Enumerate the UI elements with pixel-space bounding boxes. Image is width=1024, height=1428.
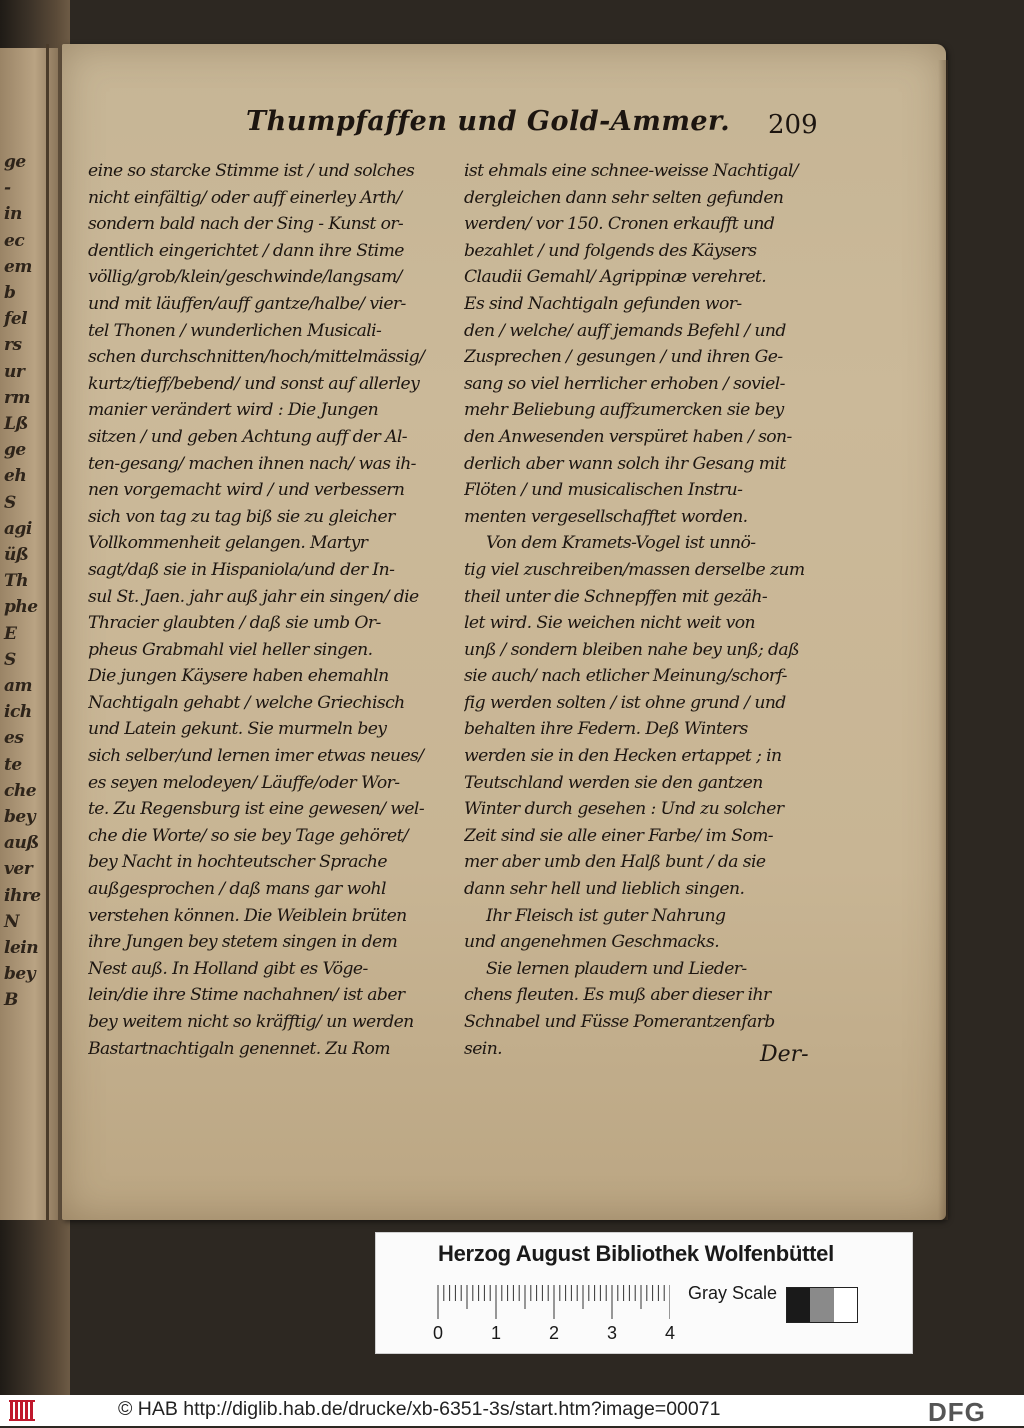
text-line: Von dem Kramets-Vogel ist unnö- bbox=[486, 533, 756, 554]
text-line: außgesprochen / daß mans gar wohl bbox=[88, 879, 386, 900]
left-page-fragment: ver bbox=[4, 859, 33, 880]
text-line: sul St. Jaen. jahr auß jahr ein singen/ die bbox=[88, 586, 419, 607]
text-line: bey weitem nicht so kräfftig/ un werden bbox=[88, 1012, 414, 1032]
text-line: Schnabel und Füsse Pomerantzenfarb bbox=[464, 1012, 775, 1032]
text-line: Vollkommenheit gelangen. Martyr bbox=[88, 533, 368, 554]
gutter-line bbox=[46, 44, 49, 1220]
left-page-fragment: em bbox=[4, 256, 32, 277]
ruler-label-2: 2 bbox=[548, 1323, 559, 1343]
left-page-fragment: ur bbox=[4, 361, 25, 382]
text-line: tel Thonen / wunderlichen Musicali- bbox=[88, 320, 382, 341]
text-line: ten-gesang/ machen ihnen nach/ was ih- bbox=[88, 453, 416, 474]
left-page-fragment: ge bbox=[4, 440, 26, 461]
text-line: kurtz/tieff/bebend/ und sonst auf allerley bbox=[88, 373, 420, 394]
text-line: derlich aber wann solch ihr Gesang mit bbox=[464, 453, 786, 474]
ruler-label-3: 3 bbox=[606, 1323, 617, 1343]
text-line: Zeit sind sie alle einer Farbe/ im Som- bbox=[464, 825, 773, 846]
text-line: Nachtigaln gehabt / welche Griechisch bbox=[88, 692, 405, 713]
text-line: den Anwesenden verspüret haben / son- bbox=[464, 426, 792, 447]
text-line: Zusprechen / gesungen / und ihren Ge- bbox=[464, 347, 783, 368]
footer-bar bbox=[0, 1395, 1024, 1426]
text-line: Bastartnachtigaln genennet. Zu Rom bbox=[88, 1038, 390, 1059]
left-page-fragment: Lß bbox=[4, 414, 28, 434]
left-page-fragment: che bbox=[4, 780, 37, 801]
left-page-fragment: rm bbox=[4, 387, 30, 408]
text-column-right bbox=[464, 158, 814, 1062]
hab-logo-icon bbox=[8, 1399, 38, 1422]
left-page-fragment: ec bbox=[4, 230, 25, 251]
page-number: 209 bbox=[768, 110, 818, 140]
text-line: sang so viel herrlicher erhoben / soviel- bbox=[464, 373, 785, 394]
cm-ruler bbox=[436, 1285, 670, 1323]
page-edge-shadow bbox=[938, 60, 948, 1220]
ruler-label-0: 0 bbox=[432, 1323, 443, 1343]
text-line: sagt/daß sie in Hispaniola/und der In- bbox=[88, 559, 395, 580]
text-line: Thracier glaubten / daß sie umb Or- bbox=[88, 613, 381, 634]
text-line: let wird. Sie weichen nicht weit von bbox=[464, 613, 755, 634]
left-page-fragment: - bbox=[4, 178, 11, 199]
left-page-fragment: te bbox=[4, 754, 22, 775]
left-page-fragment: es bbox=[4, 728, 24, 749]
left-page-fragment: bey bbox=[4, 807, 36, 827]
left-page-fragment: S bbox=[4, 649, 16, 670]
left-page-fragment: b bbox=[4, 283, 16, 303]
bleed-through-right bbox=[632, 112, 752, 142]
left-page-edge bbox=[0, 48, 58, 1220]
left-page-fragment: üß bbox=[4, 545, 29, 565]
text-line: theil unter die Schnepffen mit gezäh- bbox=[464, 586, 768, 607]
text-line: werden sie in den Hecken ertappet ; in bbox=[464, 746, 782, 767]
text-line: sie auch/ nach etlicher Meinung/schorf- bbox=[464, 666, 787, 687]
left-page-fragment: N bbox=[4, 911, 20, 932]
gray-swatch bbox=[834, 1288, 857, 1322]
left-page-fragment: E bbox=[4, 623, 17, 644]
text-line: den / welche/ auff jemands Befehl / und bbox=[464, 320, 786, 341]
ruler-label-4: 4 bbox=[664, 1323, 675, 1343]
gray-scale-swatches bbox=[786, 1287, 858, 1323]
text-line: schen durchschnitten/hoch/mittelmässig/ bbox=[88, 347, 425, 368]
text-line: te. Zu Regensburg ist eine gewesen/ wel- bbox=[88, 799, 425, 820]
catchword: Der- bbox=[760, 1042, 809, 1067]
left-page-fragment: ich bbox=[4, 702, 32, 723]
text-line: ist ehmals eine schnee-weisse Nachtigal/ bbox=[464, 161, 798, 181]
text-line: Claudii Gemahl/ Agrippinæ verehret. bbox=[464, 267, 767, 288]
text-line: dann sehr hell und lieblich singen. bbox=[464, 879, 745, 900]
left-page-fragment: eh bbox=[4, 466, 27, 487]
running-head: Thumpfaffen und Gold-Ammer. bbox=[246, 106, 731, 137]
text-line: Sie lernen plaudern und Lieder- bbox=[486, 958, 747, 979]
left-page-fragment: B bbox=[4, 990, 18, 1011]
text-line: sich von tag zu tag biß sie zu gleicher bbox=[88, 506, 395, 527]
text-line: Winter durch gesehen : Und zu solcher bbox=[464, 799, 784, 820]
text-line: Die jungen Käysere haben ehemahln bbox=[88, 666, 389, 687]
text-column-left bbox=[88, 158, 446, 1062]
text-line: Nest auß. In Holland gibt es Vöge- bbox=[88, 958, 368, 979]
left-page-fragment: ge bbox=[4, 152, 26, 172]
text-line: und Latein gekunt. Sie murmeln bey bbox=[88, 719, 387, 740]
dfg-logo: DFG bbox=[928, 1397, 986, 1427]
ruler-label-1: 1 bbox=[490, 1323, 501, 1343]
left-page-fragment: phe bbox=[4, 597, 38, 618]
left-page-fragment: ihre bbox=[4, 885, 41, 906]
text-line: pheus Grabmahl viel heller singen. bbox=[88, 639, 373, 660]
text-line: dentlich eingerichtet / dann ihre Stime bbox=[88, 240, 404, 261]
left-page-fragment: bey bbox=[4, 964, 36, 985]
left-page-fragment: lein bbox=[4, 938, 39, 958]
text-line: sitzen / und geben Achtung auff der Al- bbox=[88, 426, 408, 447]
text-line: dergleichen dann sehr selten gefunden bbox=[464, 187, 784, 208]
text-line: lein/die ihre Stime nachahnen/ ist aber bbox=[88, 985, 405, 1006]
text-line: und angenehmen Geschmacks. bbox=[464, 932, 720, 953]
text-line: bezahlet / und folgends des Käysers bbox=[464, 240, 757, 261]
text-line: nen vorgemacht wird / und verbessern bbox=[88, 480, 405, 501]
left-page-fragment: S bbox=[4, 492, 16, 513]
left-page-fragment: auß bbox=[4, 833, 39, 854]
text-line: fig werden solten / ist ohne grund / und bbox=[464, 692, 786, 713]
text-line: unß / sondern bleiben nahe bey unß; daß bbox=[464, 639, 799, 660]
text-line: chens fleuten. Es muß aber dieser ihr bbox=[464, 985, 771, 1006]
text-line: manier verändert wird : Die Jungen bbox=[88, 400, 379, 421]
text-line: sein. bbox=[464, 1038, 503, 1059]
left-page-fragment: Th bbox=[4, 571, 29, 592]
text-line: sondern bald nach der Sing - Kunst or- bbox=[88, 214, 404, 235]
gray-swatch bbox=[787, 1288, 810, 1322]
text-line: werden/ vor 150. Cronen erkaufft und bbox=[464, 214, 775, 235]
gray-scale-label: Gray Scale bbox=[688, 1283, 778, 1303]
text-line: mer aber umb den Halß bunt / da sie bbox=[464, 852, 766, 873]
text-line: völlig/grob/klein/geschwinde/langsam/ bbox=[88, 267, 402, 288]
text-line: bey Nacht in hochteutscher Sprache bbox=[88, 852, 387, 873]
footer-source-link[interactable]: © HAB http://diglib.hab.de/drucke/xb-6351-3s/start.htm?image=00071 bbox=[118, 1398, 721, 1420]
library-name: Herzog August Bibliothek Wolfenbüttel bbox=[438, 1241, 834, 1266]
text-line: sich selber/und lernen imer etwas neues/ bbox=[88, 746, 424, 767]
bleed-through-left bbox=[104, 110, 244, 140]
text-line: nicht einfältig/ oder auff einerley Arth/ bbox=[88, 187, 402, 208]
text-line: Es sind Nachtigaln gefunden wor- bbox=[464, 293, 742, 314]
gray-swatch bbox=[810, 1288, 833, 1322]
text-line: behalten ihre Federn. Deß Winters bbox=[464, 719, 748, 740]
text-line: ihre Jungen bey stetem singen in dem bbox=[88, 932, 398, 953]
text-line: tig viel zuschreiben/massen derselbe zum bbox=[464, 559, 805, 580]
text-line: Ihr Fleisch ist guter Nahrung bbox=[486, 905, 726, 926]
text-line: Flöten / und musicalischen Instru- bbox=[464, 480, 743, 501]
left-page-fragment: in bbox=[4, 204, 22, 225]
text-line: menten vergesellschafftet worden. bbox=[464, 506, 748, 527]
text-line: mehr Beliebung auffzumercken sie bey bbox=[464, 400, 784, 421]
text-line: che die Worte/ so sie bey Tage gehöret/ bbox=[88, 825, 409, 846]
left-page-fragment: fel bbox=[4, 309, 28, 330]
left-page-fragment: am bbox=[4, 676, 33, 696]
text-line: eine so starcke Stimme ist / und solches bbox=[88, 161, 415, 181]
text-line: Teutschland werden sie den gantzen bbox=[464, 772, 763, 793]
text-line: und mit läuffen/auff gantze/halbe/ vier- bbox=[88, 293, 406, 314]
text-line: verstehen können. Die Weiblein brüten bbox=[88, 905, 407, 926]
text-line: es seyen melodeyen/ Läuffe/oder Wor- bbox=[88, 772, 400, 793]
left-page-fragment: agi bbox=[4, 518, 32, 539]
color-scale-card bbox=[375, 1232, 913, 1354]
left-page-fragment: rs bbox=[4, 335, 22, 356]
